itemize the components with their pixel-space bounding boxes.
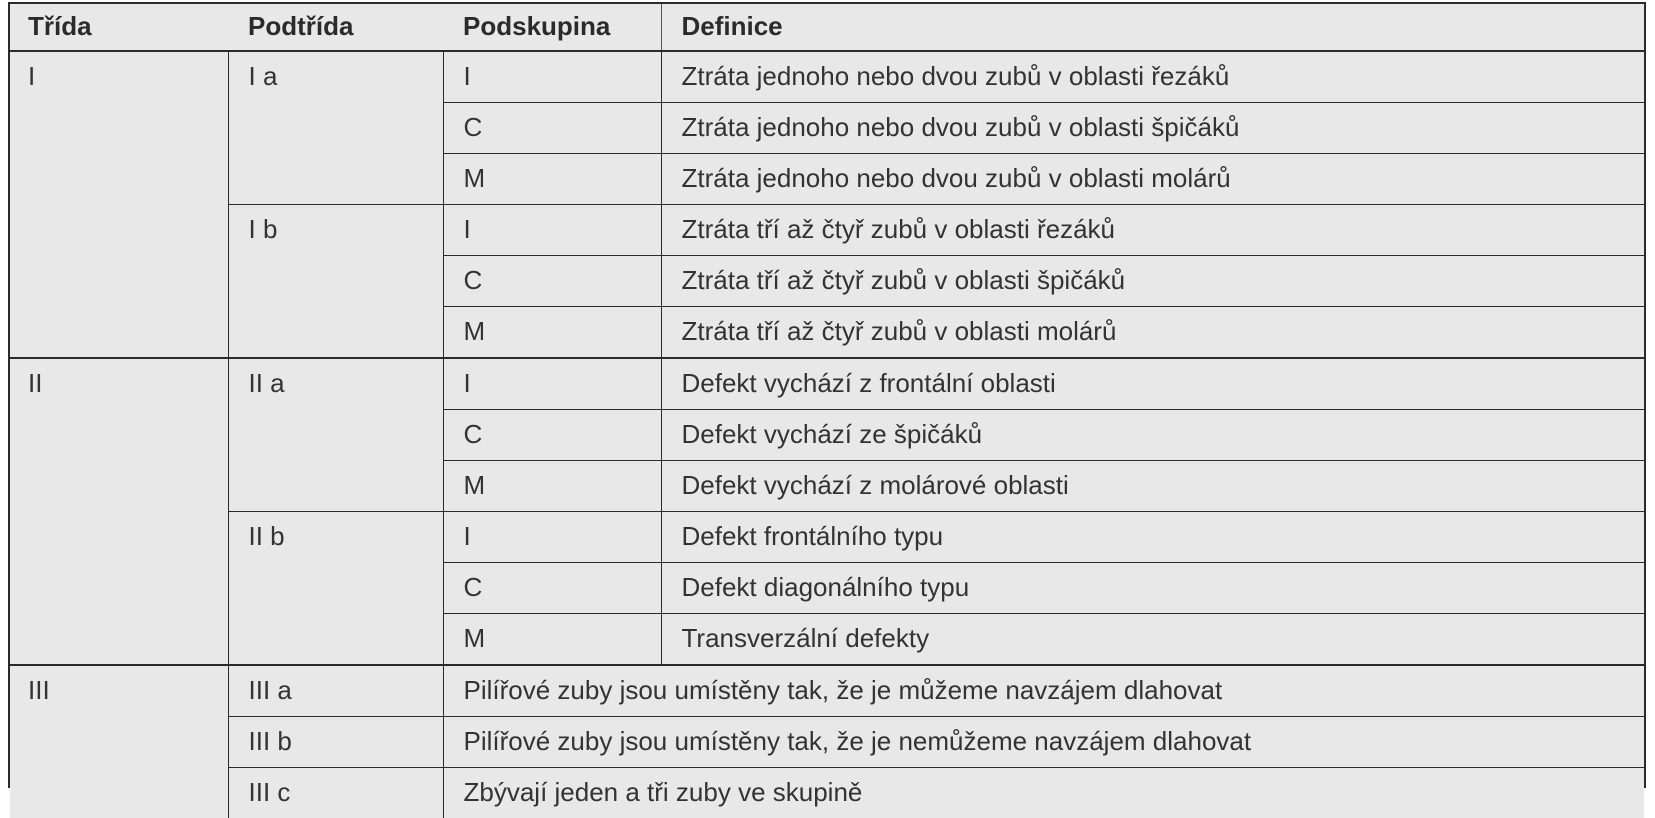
header-row [10,4,1644,51]
classification-table-container [8,2,1646,788]
cell-podskupina: I [443,205,661,256]
cell-podskupina: I [443,51,661,103]
cell-podskupina: C [443,410,661,461]
cell-definice: Defekt vychází ze špičáků [661,410,1644,461]
cell-definice: Defekt vychází z frontální oblasti [661,358,1644,410]
header-podtrida: Podtřída [228,4,443,51]
cell-podtrida: I a [228,51,443,205]
cell-definice: Defekt vychází z molárové oblasti [661,461,1644,512]
cell-definice: Ztráta tří až čtyř zubů v oblasti řezáků [661,205,1644,256]
table-row [10,665,1644,717]
cell-definice: Pilířové zuby jsou umístěny tak, že je můžeme navzájem dlahovat [443,665,1644,717]
table-row [10,768,1644,818]
cell-definice: Zbývají jeden a tři zuby ve skupině [443,768,1644,818]
cell-podskupina: M [443,154,661,205]
table-row [10,358,1644,410]
cell-trida: III [10,665,228,818]
cell-podskupina: I [443,512,661,563]
cell-definice: Defekt frontálního typu [661,512,1644,563]
cell-definice: Ztráta jednoho nebo dvou zubů v oblasti molárů [661,154,1644,205]
header-podskupina: Podskupina [443,4,661,51]
header-definice: Definice [661,4,1644,51]
table-row [10,51,1644,103]
cell-podskupina: C [443,563,661,614]
cell-podtrida: II b [228,512,443,666]
cell-definice: Ztráta tří až čtyř zubů v oblasti špičáků [661,256,1644,307]
cell-trida: I [10,51,228,358]
cell-podskupina: M [443,307,661,359]
cell-podskupina: M [443,614,661,666]
table-row [10,717,1644,768]
cell-podtrida: II a [228,358,443,512]
cell-podtrida: III b [228,717,443,768]
cell-definice: Ztráta tří až čtyř zubů v oblasti molárů [661,307,1644,359]
cell-podtrida: I b [228,205,443,359]
table-row [10,512,1644,563]
header-trida: Třída [10,4,228,51]
cell-podskupina: M [443,461,661,512]
cell-trida: II [10,358,228,665]
cell-definice: Ztráta jednoho nebo dvou zubů v oblasti špičáků [661,103,1644,154]
cell-podskupina: C [443,103,661,154]
cell-definice: Defekt diagonálního typu [661,563,1644,614]
classification-table [10,4,1644,818]
cell-podtrida: III a [228,665,443,717]
cell-podskupina: C [443,256,661,307]
cell-podskupina: I [443,358,661,410]
cell-definice: Pilířové zuby jsou umístěny tak, že je nemůžeme navzájem dlahovat [443,717,1644,768]
cell-definice: Ztráta jednoho nebo dvou zubů v oblasti řezáků [661,51,1644,103]
cell-podtrida: III c [228,768,443,818]
cell-definice: Transverzální defekty [661,614,1644,666]
table-row [10,205,1644,256]
